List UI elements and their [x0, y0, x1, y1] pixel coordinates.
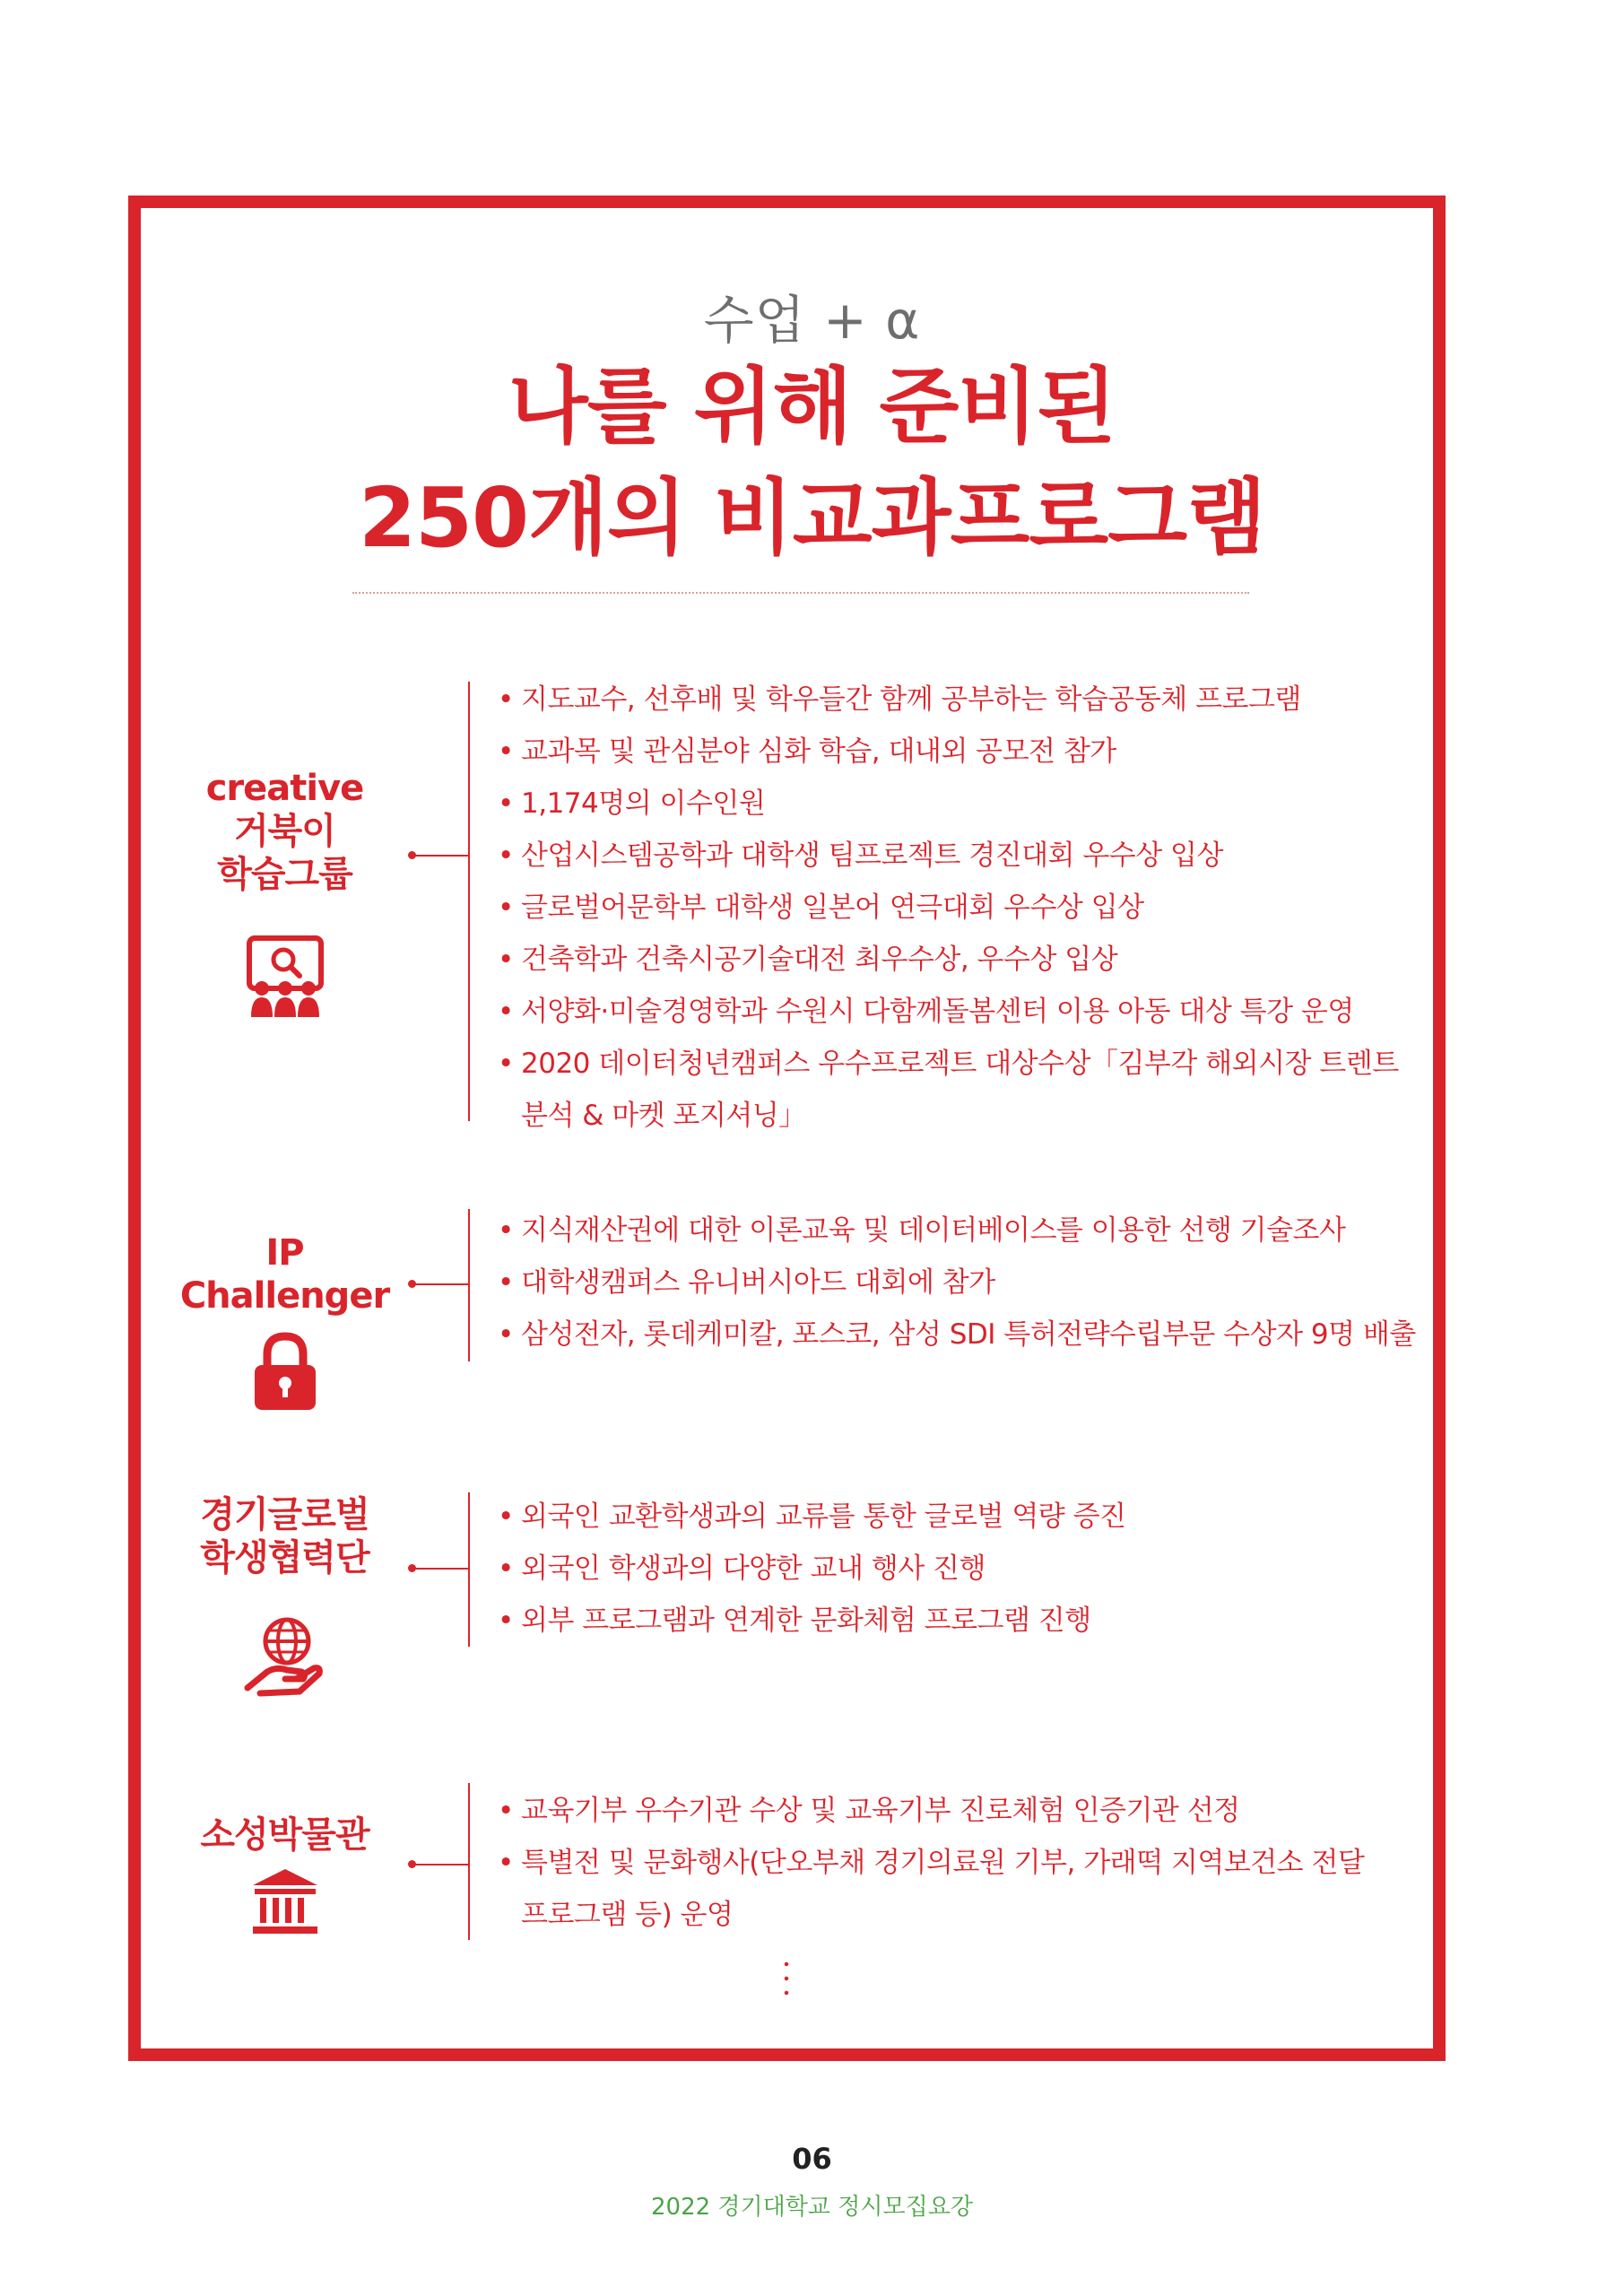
list-item: • 외국인 학생과의 다양한 교내 행사 진행	[498, 1543, 1126, 1595]
list-item: • 지도교수, 선후배 및 학우들간 함께 공부하는 학습공동체 프로그램	[498, 674, 1399, 726]
section-connector	[413, 1568, 468, 1570]
list-item: • 건축학과 건축시공기술대전 최우수상, 우수상 입상	[498, 934, 1399, 986]
list-item: • 산업시스템공학과 대학생 팀프로젝트 경진대회 우수상 입상	[498, 830, 1399, 882]
title-divider	[352, 592, 1249, 594]
title-line-1: 나를 위해 준비된	[508, 359, 1116, 455]
list-item: • 지식재산권에 대한 이론교육 및 데이터베이스를 이용한 선행 기술조사	[498, 1205, 1416, 1257]
list-item: • 대학생캠퍼스 유니버시아드 대회에 참가	[498, 1257, 1416, 1309]
list-item: • 외부 프로그램과 연계한 문화체험 프로그램 진행	[498, 1595, 1126, 1647]
title-line-2: 250개의 비교과프로그램	[359, 470, 1265, 566]
section-list-global	[498, 1491, 1126, 1647]
list-item: • 2020 데이터청년캠퍼스 우수프로젝트 대상수상「김부각 해외시장 트렌트 분석 & 마켓 포지셔닝」	[498, 1038, 1399, 1142]
list-item: • 삼성전자, 롯데케미칼, 포스코, 삼성 SDI 특허전략수립부문 수상자 9명 배출	[498, 1309, 1416, 1361]
section-title-museum: 소성박물관	[200, 1814, 369, 1856]
list-item: • 특별전 및 문화행사(단오부채 경기의료원 기부, 가래떡 지역보건소 전달 프로그램 등) 운영	[498, 1837, 1364, 1941]
section-rule	[468, 1783, 470, 1940]
museum-icon	[249, 1866, 321, 1937]
section-list-creative	[498, 674, 1399, 1142]
page-title	[0, 352, 1624, 574]
section-rule	[468, 1209, 470, 1361]
section-connector	[413, 1864, 468, 1866]
section-title-ip-challenger: IP Challenger	[179, 1232, 390, 1317]
lock-icon	[242, 1327, 328, 1413]
list-item: • 글로벌어문학부 대학생 일본어 연극대회 우수상 입상	[498, 882, 1399, 934]
page-subtitle: 수업 + α	[703, 290, 921, 351]
footer-caption: 2022 경기대학교 정시모집요강	[651, 2194, 973, 2221]
globe-hand-icon	[242, 1613, 328, 1699]
section-rule	[468, 1492, 470, 1647]
section-title-global: 경기글로벌 학생협력단	[200, 1494, 369, 1578]
continuation-dots	[784, 1957, 789, 2000]
section-connector	[413, 1283, 468, 1285]
list-item: • 교과목 및 관심분야 심화 학습, 대내외 공모전 참가	[498, 726, 1399, 778]
section-connector	[413, 855, 468, 857]
section-title-creative: creative 거북이 학습그룹	[205, 768, 364, 895]
list-item: • 외국인 교환학생과의 교류를 통한 글로벌 역량 증진	[498, 1491, 1126, 1543]
page-number: 06	[792, 2142, 832, 2176]
section-list-museum	[498, 1785, 1364, 1941]
section-list-ip-challenger	[498, 1205, 1416, 1361]
list-item: • 1,174명의 이수인원	[498, 778, 1399, 830]
list-item: • 교육기부 우수기관 수상 및 교육기부 진로체험 인증기관 선정	[498, 1785, 1364, 1837]
section-rule	[468, 682, 470, 1121]
study-group-icon	[242, 933, 328, 1019]
list-item: • 서양화·미술경영학과 수원시 다함께돌봄센터 이용 아동 대상 특강 운영	[498, 986, 1399, 1038]
